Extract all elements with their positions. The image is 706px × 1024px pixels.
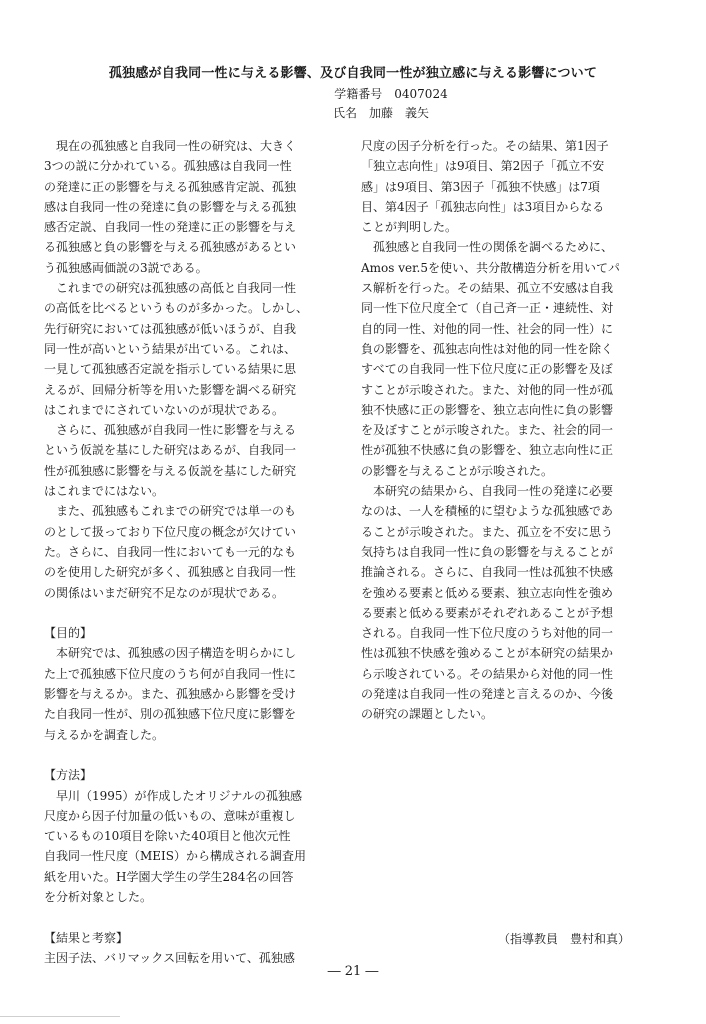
- text-line: 自的同一性、対他的同一性、社会的同一性）に: [361, 321, 614, 336]
- text-line: 現在の孤独感と自我同一性の研究は、大きく: [44, 139, 297, 153]
- text-line: 感は自我同一性の発達に負の影響を与える孤独: [44, 199, 297, 214]
- text-line: 目、第4因子「孤独志向性」は3項目からなる: [361, 199, 605, 214]
- text-line: ることが示唆された。また、孤立を不安に思う: [361, 524, 614, 539]
- text-line: の影響を与えることが示唆された。: [361, 463, 554, 478]
- text-line: 紙を用いた。H学園大学生の学生284名の回答: [44, 869, 294, 884]
- text-line: 負の影響を、孤独志向性は対他的同一性を除く: [361, 341, 614, 356]
- text-line: ら示唆されている。その結果から対他的同一性: [361, 666, 614, 681]
- scan-edge-rule: [0, 1016, 120, 1017]
- text-line: 同一性下位尺度全て（自己斉一正・連続性、対: [361, 301, 614, 316]
- text-line: 孤独感と自我同一性の関係を調べるために、: [361, 240, 614, 255]
- text-line: 先行研究においては孤独感が低いほうが、自我: [44, 321, 297, 336]
- text-line: の関係はいまだ研究不足なのが現状である。: [44, 585, 285, 600]
- text-line: はこれまでにされていないのが現状である。: [44, 402, 285, 417]
- text-line: 独不快感に正の影響を、独立志向性に負の影響: [361, 402, 614, 417]
- text-line: る要素と低める要素がそれぞれあることが予想: [361, 605, 614, 620]
- text-line: ことが判明した。: [361, 220, 458, 235]
- text-line: という仮説を基にした研究はあるが、自我同一: [44, 443, 297, 458]
- text-line: 性が孤独感に影響を与える仮説を基にした研究: [44, 463, 297, 478]
- text-line: 本研究の結果から、自我同一性の発達に必要: [361, 484, 614, 499]
- text-line: ているもの10項目を除いた40項目と他次元性: [44, 829, 291, 844]
- text-line: これまでの研究は孤独感の高低と自我同一性: [44, 281, 297, 296]
- text-line: の高低を比べるというものが多かった。しかし、: [44, 301, 309, 316]
- text-line: た上で孤独感下位尺度のうち何が自我同一性に: [44, 666, 297, 681]
- text-line: 推論される。さらに、自我同一性は孤独不快感: [361, 565, 614, 580]
- text-line: 自我同一性尺度（MEIS）から構成される調査用: [44, 849, 307, 864]
- section-heading: 【結果と考察】: [44, 930, 129, 945]
- text-line: 気持ちは自我同一性に負の影響を与えることが: [361, 544, 614, 559]
- text-line: のを使用した研究が多く、孤独感と自我同一性: [44, 565, 296, 580]
- section-heading: 【方法】: [44, 768, 93, 783]
- text-line: 与えるかを調査した。: [44, 727, 165, 742]
- text-line: 同一性が高いという結果が出ている。これは、: [44, 341, 297, 356]
- text-line: 主因子法、バリマックス回転を用いて、孤独感: [44, 950, 295, 965]
- paper-title: 孤独感が自我同一性に与える影響、及び自我同一性が独立感に与える影響について: [108, 66, 598, 81]
- section-heading: 【目的】: [44, 626, 93, 641]
- text-line: た。さらに、自我同一性においても一元的なも: [44, 544, 297, 559]
- text-line: 「独立志向性」は9項目、第2因子「孤立不安: [361, 159, 605, 174]
- text-line: の研究の課題としたい。: [361, 707, 494, 722]
- text-line: はこれまでにはない。: [44, 484, 165, 499]
- paragraph-gap: [44, 745, 344, 765]
- text-line: される。自我同一性下位尺度のうち対他的同一: [361, 626, 614, 641]
- text-line: を分析対象とした。: [44, 889, 153, 904]
- paper-header: [0, 62, 706, 123]
- author-name: 氏名 加藤 義矢: [332, 106, 429, 120]
- text-line: の発達は自我同一性の発達と言えるのか、今後: [361, 687, 614, 702]
- paragraph-gap: [44, 907, 344, 927]
- student-id: 学籍番号 0407024: [334, 87, 448, 101]
- text-line: 早川（1995）が作成したオリジナルの孤独感: [44, 788, 302, 803]
- text-line: 尺度の因子分析を行った。その結果、第1因子: [361, 139, 609, 153]
- left-column: [44, 136, 344, 968]
- page-number: ― 21 ―: [327, 964, 379, 979]
- text-line: 性が孤独不快感に負の影響を、独立志向性に正: [361, 443, 614, 458]
- text-line: 影響を与えるか。また、孤独感から影響を受け: [44, 687, 297, 702]
- text-line: のとして扱っており下位尺度の概念が欠けてい: [44, 524, 297, 539]
- text-line: Amos ver.5を使い、共分散構造分析を用いてパ: [361, 260, 620, 275]
- text-line: た自我同一性が、別の孤独感下位尺度に影響を: [44, 707, 297, 722]
- text-line: 本研究では、孤独感の因子構造を明らかにし: [44, 646, 297, 661]
- text-line: すべての自我同一性下位尺度に正の影響を及ぼ: [361, 362, 613, 377]
- text-line: を及ぼすことが示唆された。また、社会的同一: [361, 423, 614, 438]
- text-line: 性は孤独不快感を強めることが本研究の結果か: [361, 646, 614, 661]
- text-line: る孤独感と負の影響を与える孤独感があるとい: [44, 240, 297, 255]
- text-line: の発達に正の影響を与える孤独感肯定説、孤独: [44, 179, 297, 194]
- text-line: 感否定説、自我同一性の発達に正の影響を与え: [44, 220, 297, 235]
- advisor-credit: （指導教員 豊村和真）: [498, 932, 631, 946]
- text-line: う孤独感両価説の3説である。: [44, 260, 208, 275]
- text-line: また、孤独感もこれまでの研究では単一のも: [44, 504, 297, 519]
- text-line: を強める要素と低める要素、独立志向性を強め: [361, 585, 614, 600]
- text-line: 3つの説に分かれている。孤独感は自我同一性: [44, 159, 292, 174]
- text-line: えるが、回帰分析等を用いた影響を調べる研究: [44, 382, 297, 397]
- right-column: [361, 136, 661, 725]
- text-line: なのは、一人を積極的に望むような孤独感であ: [361, 504, 614, 519]
- text-line: ス解析を行った。その結果、孤立不安感は自我: [361, 281, 614, 296]
- text-line: 一見して孤独感否定説を指示している結果に思: [44, 362, 297, 377]
- text-line: 尺度から因子付加量の低いもの、意味が重複し: [44, 808, 296, 823]
- paragraph-gap: [44, 603, 344, 623]
- text-line: さらに、孤独感が自我同一性に影響を与える: [44, 423, 297, 438]
- text-line: すことが示唆された。また、対他的同一性が孤: [361, 382, 614, 397]
- text-line: 感」は9項目、第3因子「孤独不快感」は7項: [361, 179, 600, 194]
